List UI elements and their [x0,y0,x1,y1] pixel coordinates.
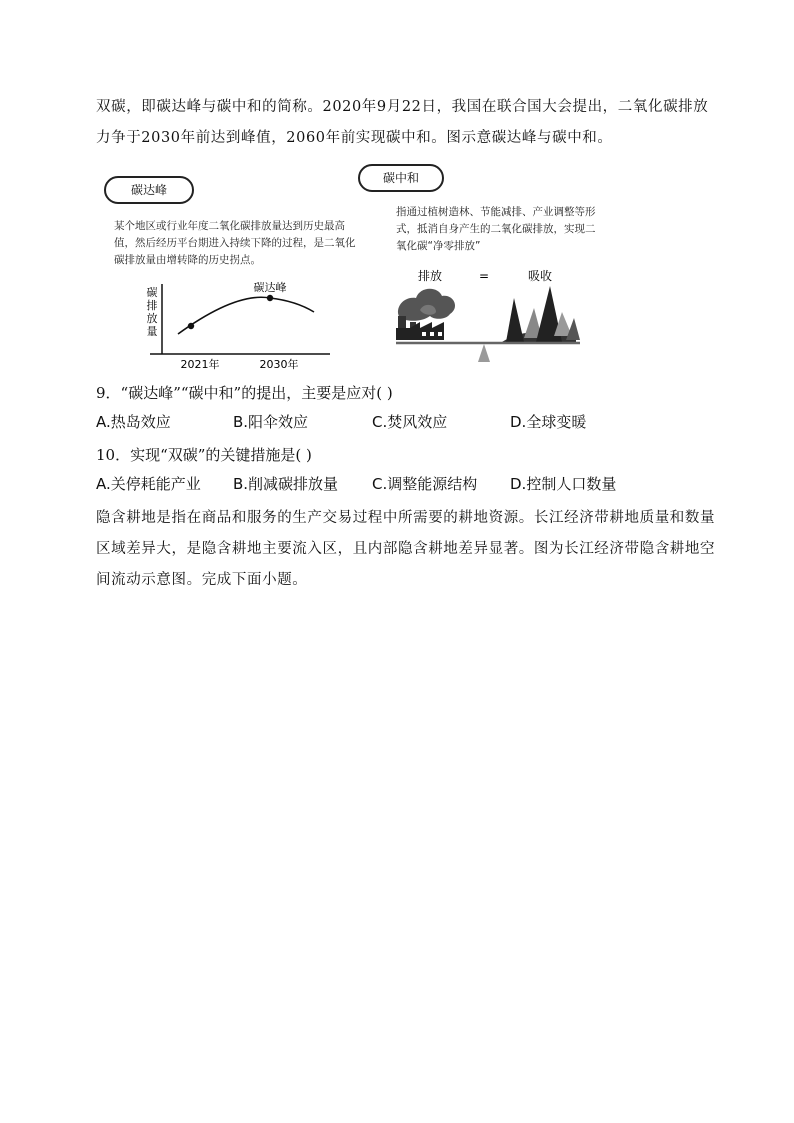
ylabel-char: 排 [146,299,158,312]
peak-description: 某个地区或行业年度二氧化碳排放量达到历史最高值，然后经历平台期进入持续下降的过程，是二氧化碳排放量由增转降的历史拐点。 [114,220,356,266]
peak-title-pill: 碳达峰 [104,176,194,204]
carbon-figure [96,160,616,375]
intro-paragraph: 双碳，即碳达峰与碳中和的简称。2020年9月22日，我国在联合国大会提出，二氧化碳排放力争于2030年前达到峰值，2060年前实现碳中和。图示意碳达峰与碳中和。 [96,99,709,146]
balance-illustration [390,266,586,370]
q9-option-d: D.全球变暖 [510,413,587,431]
fulcrum-icon [478,344,490,362]
point-2021 [188,323,194,329]
question-9-stem: 9．“碳达峰”“碳中和”的提出，主要是应对( ) [96,384,393,402]
q9-option-c: C.焚风效应 [372,413,448,431]
peak-label: 碳达峰 [253,281,287,294]
neutral-title-pill: 碳中和 [358,164,444,192]
neutral-description: 指通过植树造林、节能减排、产业调整等形式，抵消自身产生的二氧化碳排放，实现二氧化碳“净零排放” [396,206,596,252]
q10-option-d: D.控制人口数量 [510,475,617,493]
q10-option-c: C.调整能源结构 [372,475,478,493]
ylabel-char: 碳 [146,286,158,299]
factory-icon [396,289,455,340]
peak-graph [136,278,346,374]
q9-option-a: A.热岛效应 [96,413,171,431]
equals-sign: = [478,269,490,283]
y-axis-label [147,285,158,338]
forest-icon [502,286,580,342]
q10-option-a: A.关停耗能产业 [96,475,201,493]
q10-option-b: B.削减碳排放量 [233,475,339,493]
emit-label: 排放 [417,269,443,283]
ylabel-char: 放 [146,312,158,325]
emission-curve [178,297,314,334]
question-10-stem: 10．实现“双碳”的关键措施是( ) [96,446,312,464]
absorb-label: 吸收 [527,269,553,283]
ylabel-char: 量 [146,325,158,338]
point-peak [267,295,273,301]
x-tick-2021: 2021年 [180,358,220,371]
x-tick-2030: 2030年 [259,358,299,371]
question-group-stem: 隐含耕地是指在商品和服务的生产交易过程中所需要的耕地资源。长江经济带耕地质量和数量区域差异大，是隐含耕地主要流入区，且内部隐含耕地差异显著。图为长江经济带隐含耕地空间流动示意图。完成下面小题。 [96,510,716,588]
q9-option-b: B.阳伞效应 [233,413,309,431]
